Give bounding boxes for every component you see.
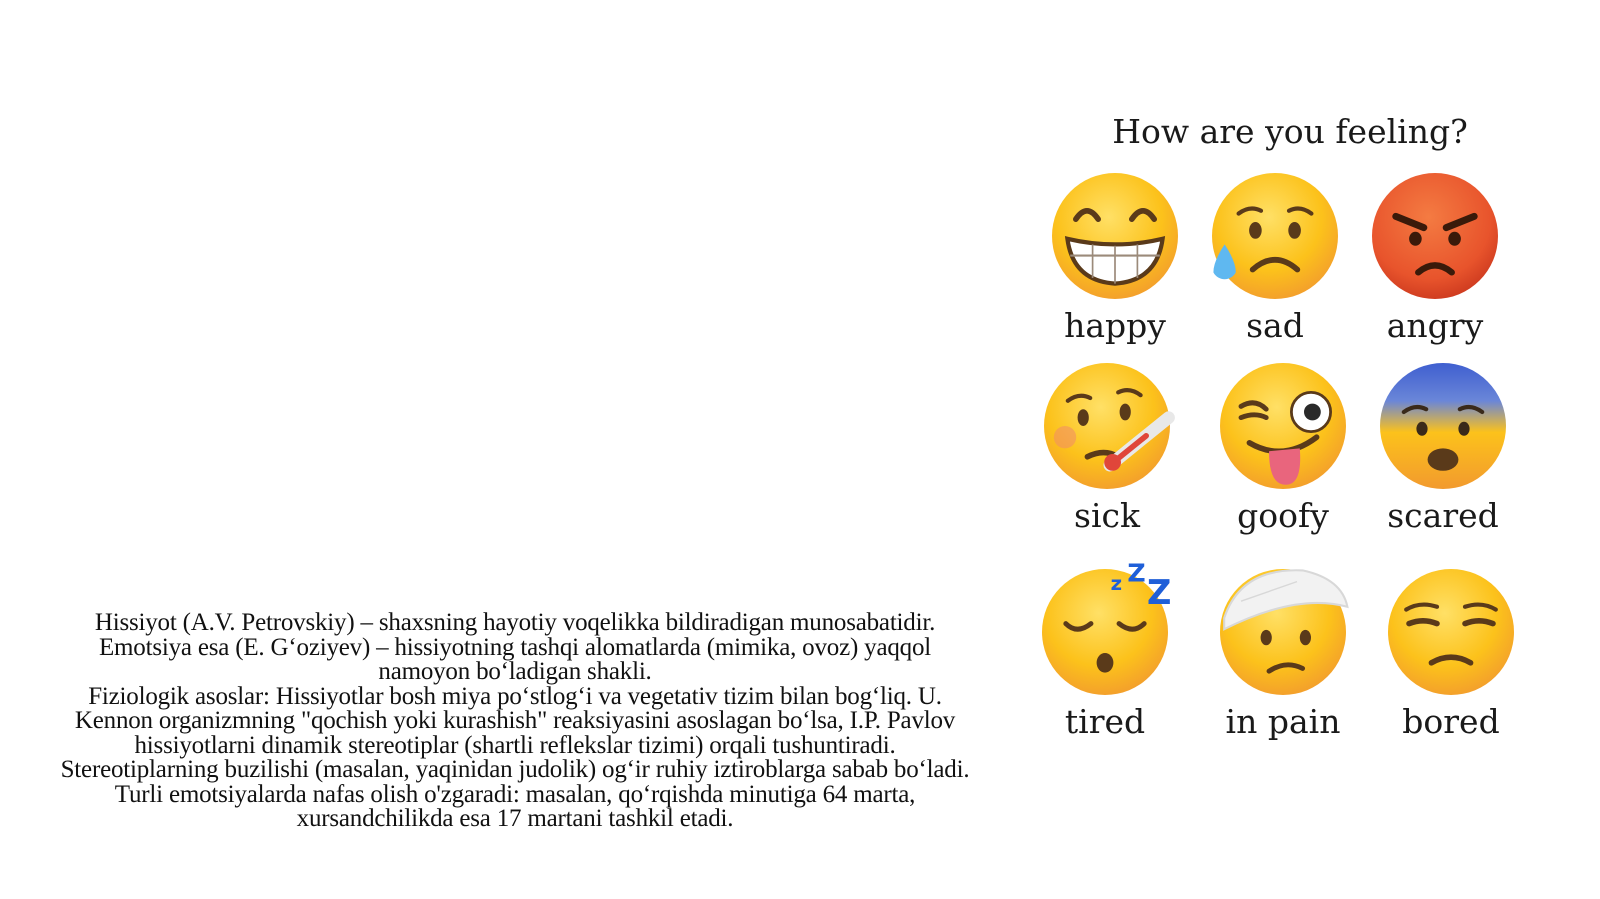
svg-text:Z: Z: [1147, 573, 1172, 612]
feeling-sad[interactable]: [1190, 166, 1360, 366]
feeling-label: bored: [1402, 702, 1500, 741]
feeling-label: in pain: [1225, 702, 1341, 741]
feeling-label: sad: [1246, 306, 1304, 345]
feeling-label: happy: [1064, 306, 1166, 345]
feeling-bored[interactable]: [1366, 562, 1536, 762]
svg-text:Z: Z: [1127, 558, 1146, 588]
grinning-face-icon: [1045, 166, 1185, 306]
body-text: [60, 611, 970, 832]
svg-text:z: z: [1110, 572, 1123, 595]
feeling-goofy[interactable]: [1198, 356, 1368, 556]
zany-face-icon: [1213, 356, 1353, 496]
physiology-paragraph: Fiziologik asoslar: Hissiyotlar bosh miya po‘stlog‘i va vegetativ tizim bilan bog‘liq. U. Kennon organizmning "qochish yoki kurashish" reaksiyasini asoslagan bo‘lsa, I.P. Pavlov hissiyotlarni dinamik stereotiplar (shartli reflekslar tizimi) orqali tushuntiradi. Stereotiplarning buzilishi (masalan, yaqinidan judolik) og‘ir ruhiy iztiroblarga sabab bo‘ladi. Turli emotsiyalarda nafas olish o'zgaradi: masalan, qo‘rqishda minutiga 64 marta, xursandchilikda esa 17 martani tashkil etadi.: [60, 682, 970, 832]
feeling-label: tired: [1064, 702, 1146, 741]
feeling-scared[interactable]: [1358, 356, 1528, 556]
feeling-angry[interactable]: [1350, 166, 1520, 366]
sleeping-face-icon: [1035, 558, 1175, 702]
feelings-title: How are you feeling?: [1112, 112, 1468, 151]
feeling-tired[interactable]: [1020, 558, 1190, 762]
fearful-face-icon: [1373, 356, 1513, 496]
angry-face-icon: [1365, 166, 1505, 306]
thermometer-face-icon: [1037, 356, 1177, 496]
feeling-label: goofy: [1237, 496, 1329, 535]
feeling-label: sick: [1074, 496, 1140, 535]
sad-sweat-face-icon: [1205, 166, 1345, 306]
unamused-face-icon: [1381, 562, 1521, 702]
definition-paragraph: Hissiyot (A.V. Petrovskiy) – shaxsning hayotiy voqelikka bildiradigan munosabatidir. Emotsiya esa (E. G‘oziyev) – hissiyotning tashqi alomatlarda (mimika, ovoz) yaqqol namoyon bo‘ladigan shakli.: [94, 609, 936, 685]
feeling-sick[interactable]: [1022, 356, 1192, 556]
feeling-in-pain[interactable]: [1198, 562, 1368, 762]
feeling-label: scared: [1387, 496, 1499, 535]
feelings-chart: [1030, 104, 1570, 784]
feeling-label: angry: [1386, 306, 1484, 345]
feeling-happy[interactable]: [1030, 166, 1200, 366]
bandaged-face-icon: [1213, 562, 1353, 702]
